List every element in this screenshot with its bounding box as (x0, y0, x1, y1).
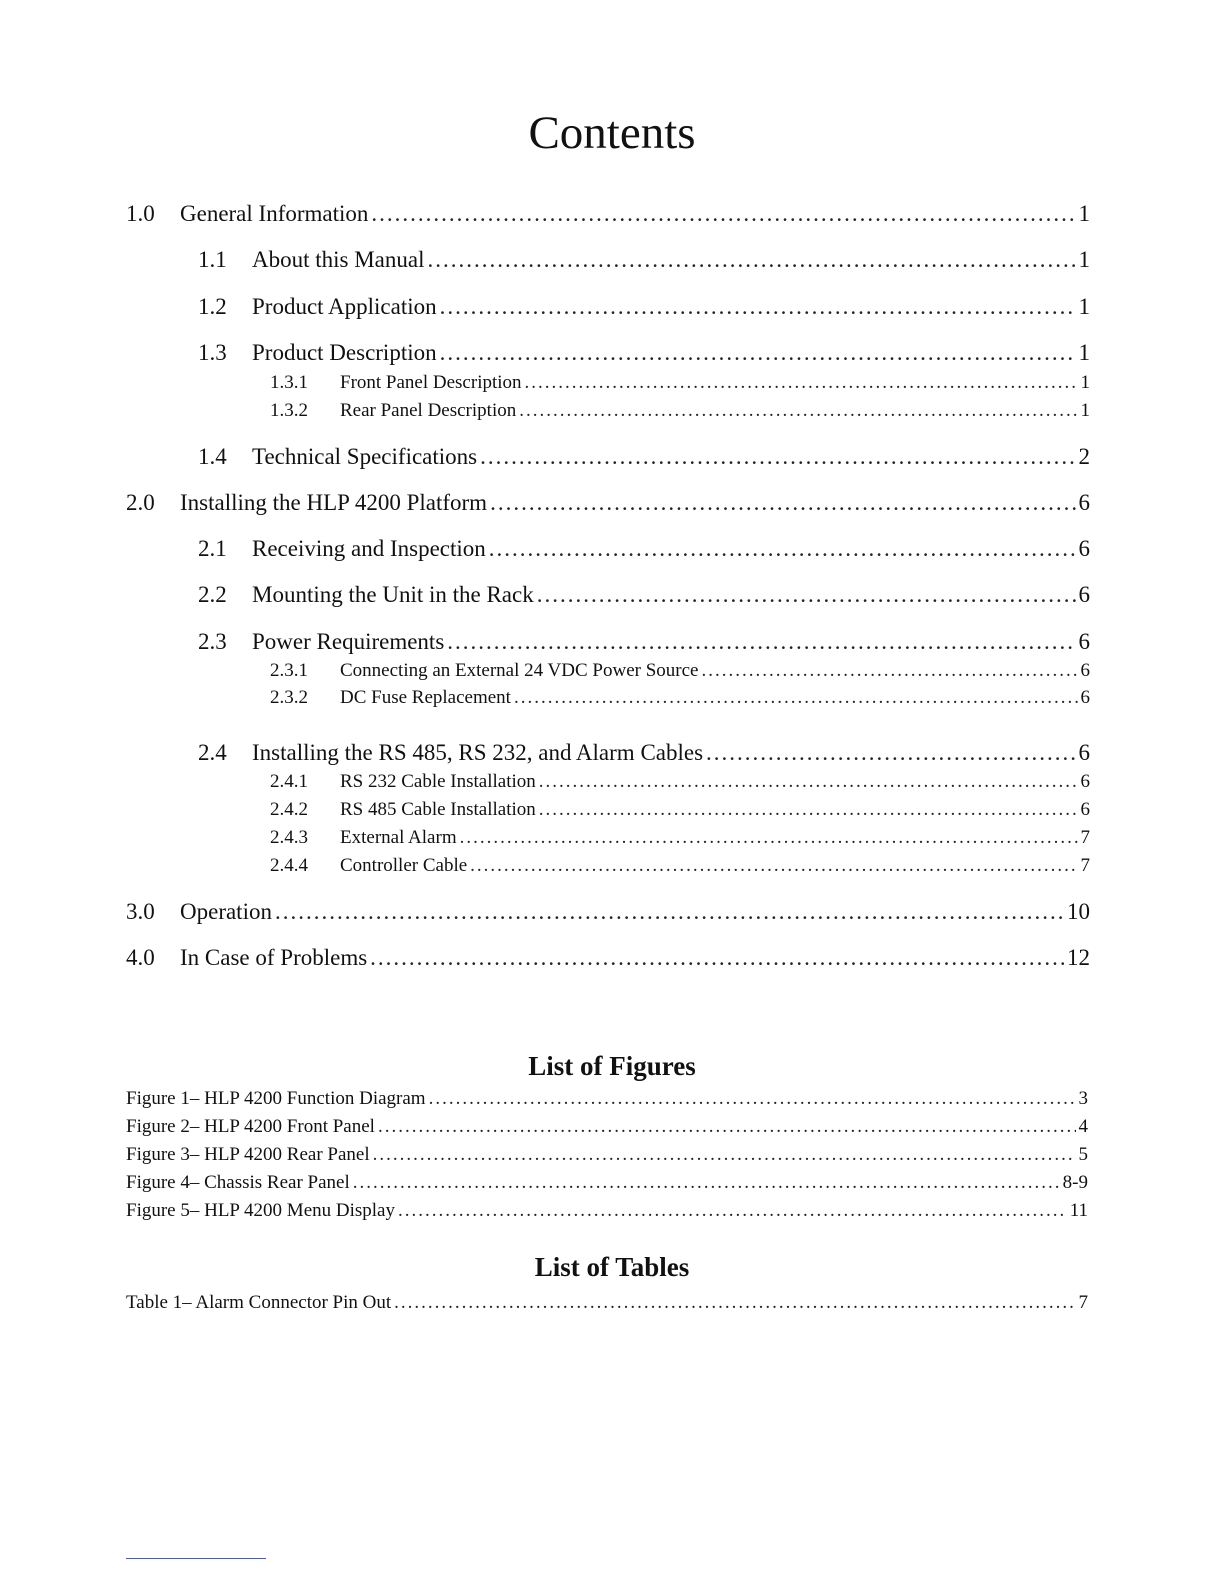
toc-label: External Alarm (340, 827, 457, 848)
toc-entry-4-0[interactable] (126, 945, 1090, 971)
toc-page: 1 (1080, 372, 1090, 393)
figure-label: Figure 3– HLP 4200 Rear Panel (126, 1144, 370, 1165)
table-label: Table 1– Alarm Connector Pin Out (126, 1292, 392, 1313)
toc-page: 6 (1080, 660, 1090, 681)
toc-leader (701, 660, 1077, 682)
toc-label: Power Requirements (252, 629, 445, 654)
toc-label: RS 232 Cable Installation (340, 771, 536, 792)
toc-leader (440, 340, 1076, 366)
toc-label: Product Description (252, 340, 437, 365)
toc-entry-2-0[interactable] (126, 490, 1090, 516)
toc-number: 2.4.2 (270, 799, 308, 820)
toc-number: 2.4.1 (270, 771, 308, 792)
toc-number: 1.3.1 (270, 372, 308, 393)
toc-leader (706, 740, 1075, 766)
toc-page: 6 (1078, 582, 1090, 607)
toc-leader (370, 945, 1064, 971)
toc-leader (440, 294, 1076, 320)
toc-number: 2.2 (198, 582, 227, 607)
toc-entry-2-3-2[interactable] (270, 687, 1090, 709)
toc-entry-2-4[interactable] (198, 740, 1090, 766)
toc-leader (490, 490, 1075, 516)
toc-label: Installing the HLP 4200 Platform (180, 490, 488, 515)
toc-label: Technical Specifications (252, 444, 478, 469)
toc-leader (514, 687, 1078, 709)
toc-label: DC Fuse Replacement (340, 687, 511, 708)
figure-label: Figure 1– HLP 4200 Function Diagram (126, 1088, 426, 1109)
toc-page: 7 (1080, 827, 1090, 848)
toc-leader (537, 582, 1076, 608)
toc-label: Mounting the Unit in the Rack (252, 582, 534, 607)
toc-number: 2.0 (126, 490, 155, 515)
figure-page: 4 (1078, 1116, 1088, 1137)
toc-page: 1 (1078, 294, 1090, 319)
toc-entry-1-3-1[interactable] (270, 372, 1090, 394)
toc-entry-2-1[interactable] (198, 536, 1090, 562)
figure-leader (429, 1088, 1076, 1110)
table-page: 7 (1078, 1292, 1088, 1313)
toc-label: Front Panel Description (340, 372, 522, 393)
figure-page: 3 (1078, 1088, 1088, 1109)
list-of-tables-heading: List of Tables (534, 1252, 690, 1282)
toc-entry-1-0[interactable] (126, 201, 1090, 227)
figure-label: Figure 4– Chassis Rear Panel (126, 1172, 350, 1193)
figure-leader (353, 1172, 1060, 1194)
toc-page: 1 (1080, 400, 1090, 421)
page-title: Contents (528, 107, 696, 159)
toc-page: 10 (1067, 899, 1090, 924)
toc-leader (470, 855, 1077, 877)
figure-entry-3[interactable] (126, 1144, 1088, 1166)
toc-leader (519, 400, 1077, 422)
toc-leader (428, 247, 1076, 273)
toc-leader (371, 201, 1075, 227)
toc-entry-2-4-1[interactable] (270, 771, 1090, 793)
toc-entry-2-3[interactable] (198, 629, 1090, 655)
figure-page: 5 (1078, 1144, 1088, 1165)
toc-page: 1 (1078, 340, 1090, 365)
toc-page: 6 (1080, 799, 1090, 820)
toc-leader (539, 771, 1078, 793)
figure-leader (378, 1116, 1076, 1138)
figure-leader (373, 1144, 1076, 1166)
figure-page: 8-9 (1062, 1172, 1088, 1193)
figure-page: 11 (1069, 1200, 1088, 1221)
figure-leader (398, 1200, 1067, 1222)
toc-entry-1-4[interactable] (198, 444, 1090, 470)
toc-leader (447, 629, 1075, 655)
toc-entry-3-0[interactable] (126, 899, 1090, 925)
toc-number: 2.3 (198, 629, 227, 654)
toc-leader (460, 827, 1078, 849)
toc-entry-2-2[interactable] (198, 582, 1090, 608)
toc-number: 1.3.2 (270, 400, 308, 421)
figure-entry-1[interactable] (126, 1088, 1088, 1110)
toc-label: Product Application (252, 294, 437, 319)
figure-entry-2[interactable] (126, 1116, 1088, 1138)
toc-leader (539, 799, 1078, 821)
toc-number: 2.4 (198, 740, 227, 765)
toc-number: 3.0 (126, 899, 155, 924)
toc-page: 6 (1078, 536, 1090, 561)
toc-number: 1.4 (198, 444, 227, 469)
toc-page: 6 (1078, 740, 1090, 765)
toc-entry-2-4-4[interactable] (270, 855, 1090, 877)
toc-entry-2-4-3[interactable] (270, 827, 1090, 849)
toc-label: Installing the RS 485, RS 232, and Alarm Cables (252, 740, 704, 765)
toc-number: 2.1 (198, 536, 227, 561)
table-entry-1[interactable] (126, 1292, 1088, 1314)
toc-leader (525, 372, 1078, 394)
toc-entry-1-3[interactable] (198, 340, 1090, 366)
toc-page: 6 (1078, 490, 1090, 515)
toc-label: Operation (180, 899, 272, 924)
toc-page: 12 (1067, 945, 1090, 970)
toc-number: 1.2 (198, 294, 227, 319)
toc-entry-2-4-2[interactable] (270, 799, 1090, 821)
figure-entry-5[interactable] (126, 1200, 1088, 1222)
toc-page: 6 (1080, 771, 1090, 792)
toc-page: 2 (1078, 444, 1090, 469)
toc-number: 4.0 (126, 945, 155, 970)
toc-leader (480, 444, 1075, 470)
figure-entry-4[interactable] (126, 1172, 1088, 1194)
footnote-rule (126, 1558, 266, 1559)
toc-label: Connecting an External 24 VDC Power Source (340, 660, 699, 681)
toc-number: 1.0 (126, 201, 155, 226)
toc-number: 2.4.4 (270, 855, 308, 876)
toc-number: 2.3.1 (270, 660, 308, 681)
toc-label: RS 485 Cable Installation (340, 799, 536, 820)
toc-page: 6 (1080, 687, 1090, 708)
toc-entry-1-2[interactable] (198, 294, 1090, 320)
toc-page: 7 (1080, 855, 1090, 876)
toc-label: Receiving and Inspection (252, 536, 486, 561)
toc-number: 2.4.3 (270, 827, 308, 848)
list-of-figures-heading: List of Figures (528, 1051, 696, 1081)
toc-page: 1 (1078, 201, 1090, 226)
toc-label: Controller Cable (340, 855, 468, 876)
toc-label: Rear Panel Description (340, 400, 517, 421)
toc-label: In Case of Problems (180, 945, 368, 970)
toc-number: 2.3.2 (270, 687, 308, 708)
toc-leader (275, 899, 1064, 925)
toc-entry-1-3-2[interactable] (270, 400, 1090, 422)
figure-label: Figure 2– HLP 4200 Front Panel (126, 1116, 375, 1137)
table-leader (394, 1292, 1075, 1314)
figure-label: Figure 5– HLP 4200 Menu Display (126, 1200, 395, 1221)
toc-number: 1.3 (198, 340, 227, 365)
toc-label: General Information (180, 201, 369, 226)
toc-label: About this Manual (252, 247, 425, 272)
toc-leader (489, 536, 1076, 562)
toc-entry-2-3-1[interactable] (270, 660, 1090, 682)
toc-page: 6 (1078, 629, 1090, 654)
toc-entry-1-1[interactable] (198, 247, 1090, 273)
toc-number: 1.1 (198, 247, 227, 272)
toc-page: 1 (1078, 247, 1090, 272)
